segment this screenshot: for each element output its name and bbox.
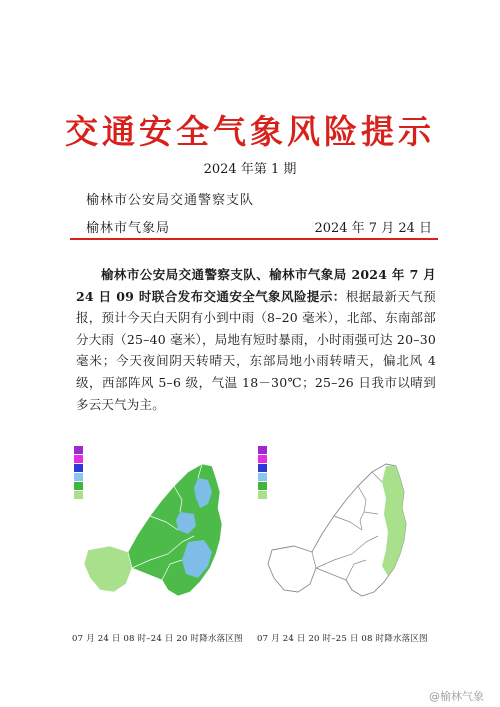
body-content: 根据最新天气预报，预计今天白天阴有小到中雨（8–20 毫米），北部、东南部部分大雨（25–40 毫米），局地有短时暴雨，小时雨强可达 20–30 毫米；今天夜间阴天转晴天，东部局地小雨转晴天，偏北风 4 级，西部阵风 5–6 级，气温 18－30℃；25–26 日我市以晴到多云天气为主。 — [76, 288, 436, 412]
map-overnight-svg — [254, 442, 434, 630]
issue-date: 2024 年 7 月 24 日 — [314, 221, 432, 236]
weibo-watermark: @榆林气象 — [429, 690, 484, 703]
map-caption-daytime: 07 月 24 日 08 时–24 日 20 时降水落区图 — [72, 634, 243, 644]
document-title: 交通安全气象风险提示 — [65, 112, 435, 151]
issuer-meteorological-bureau: 榆林市气象局 — [86, 221, 171, 236]
map-caption-overnight: 07 月 24 日 20 时–25 日 08 时降水落区图 — [257, 634, 428, 644]
region-light-green-east — [382, 466, 406, 576]
issue-number: 2024 年第 1 期 — [203, 162, 297, 177]
region-light-green-west — [84, 546, 132, 592]
body-paragraph — [76, 264, 436, 415]
issuer-traffic-police: 榆林市公安局交通警察支队 — [86, 193, 255, 208]
precipitation-map-daytime — [70, 442, 250, 630]
map-daytime-svg — [70, 442, 250, 630]
red-divider — [70, 238, 438, 240]
precipitation-map-overnight — [254, 442, 434, 630]
body-lead: 榆林市公安局交通警察支队、榆林市气象局 2024 年 7 月 24 日 09 时联合发布交通安全气象风险提示： — [76, 267, 436, 304]
